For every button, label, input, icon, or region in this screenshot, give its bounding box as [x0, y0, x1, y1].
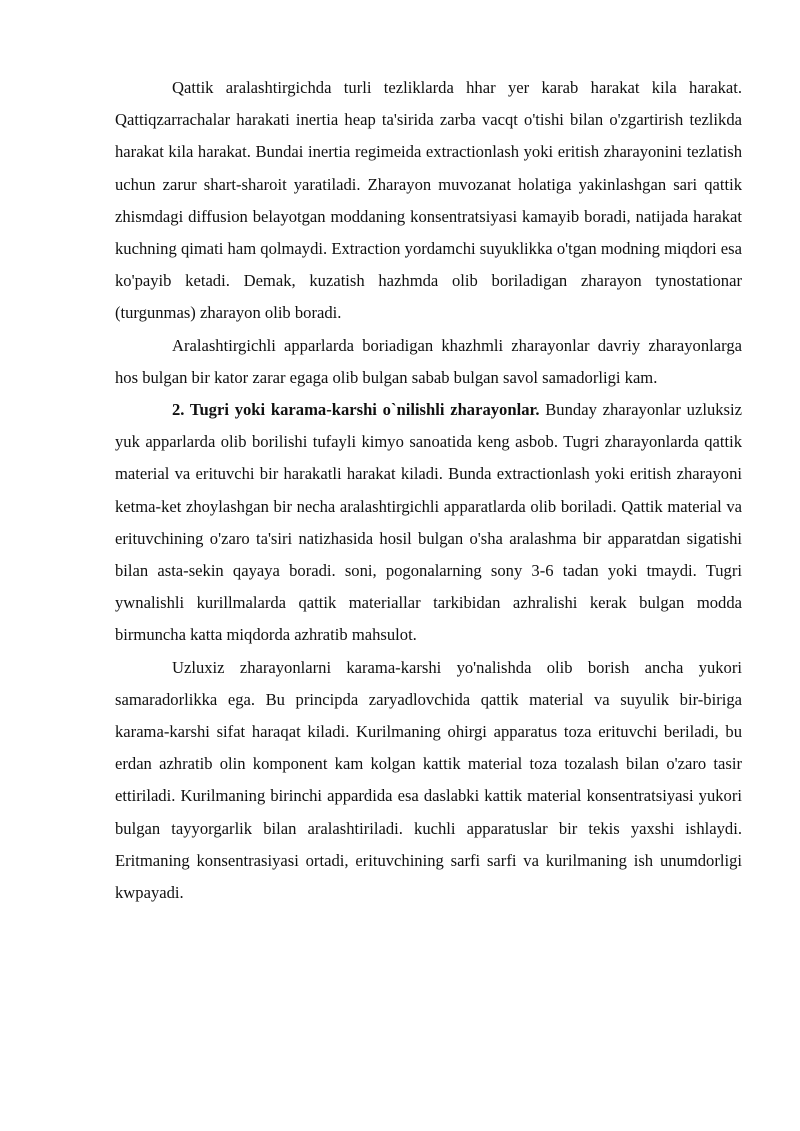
paragraph-3 — [115, 394, 742, 652]
paragraph-4-text: Uzluxiz zharayonlarni karama-karshi yo'nalishda olib borish ancha yukori samaradorlikka ega. Bu principda zaryadlovchida qattik material va suyulik bir-biriga karama-karshi sifat haraqat kiladi. Kurilmaning ohirgi apparatus toza erituvchi beriladi, bu erdan azhratib olin komponent kam kolgan kattik material toza tozalash bilan o'zaro tasir ettiriladi. Kurilmaning birinchi appardida esa daslabki kattik material konsentratsiyasi yukori bulgan tayyorgarlik bilan aralashtiriladi. kuchli apparatuslar bir tekis yaxshi ishlaydi. Eritmaning konsentrasiyasi ortadi, erituvchining sarfi sarfi va kurilmaning ish unumdorligi kwpayadi. — [115, 657, 742, 903]
document-page — [115, 72, 742, 909]
paragraph-1-text: Qattik aralashtirgichda turli tezliklarda hhar yer karab harakat kila harakat. Qattiqzarrachalar harakati inertia heap ta'sirida zarba vacqt o'tishi bilan o'zgartirish tezlikda harakat kila harakat. Bundai inertia regimeida extractionlash yoki eritish zharayonini tezlatish uchun zarur shart-sharoit yaratiladi. Zharayon muvozanat holatiga yakinlashgan sari qattik zhismdagi diffusion belayotgan moddaning konsentratsiyasi kamayib boradi, natijada harakat kuchning qimati ham qolmaydi. Extraction yordamchi suyuklikka o'tgan modning miqdori esa ko'payib ketadi. Demak, kuzatish hazhmda olib boriladigan zharayon tynostationar (turgunmas) zharayon olib boradi. — [115, 78, 742, 323]
paragraph-3-text: Bunday zharayonlar uzluksiz yuk apparlarda olib borilishi tufayli kimyo sanoatida keng asbob. Tugri zharayonlarda qattik material va erituvchi bir harakatli harakat kiladi. Bunda extractionlash yoki eritish zharayoni ketma-ket zhoylashgan bir necha aralashtirgichli apparatlarda olib boriladi. Qattik material va erituvchining o'zaro ta'siri natizhasida hosil bulgan o'sha aralashma bir apparatdan sigatishi bilan asta-sekin qayaya boradi. soni, pogonalarning sony 3-6 tadan yoki tmaydi. Tugri ywnalishli kurillmalarda qattik materiallar tarkibidan azhralishi kerak bulgan modda birmuncha katta miqdorda azhratib mahsulot. — [115, 400, 742, 645]
paragraph-1 — [115, 72, 742, 330]
paragraph-4 — [115, 652, 742, 910]
paragraph-2-text: Aralashtirgichli apparlarda boriadigan khazhmli zharayonlar davriy zharayonlarga hos bulgan bir kator zarar egaga olib bulgan sabab bulgan savol samadorligi kam. — [115, 335, 742, 387]
paragraph-2 — [115, 330, 742, 394]
section-heading: 2. Tugri yoki karama-karshi o`nilishli zharayonlar. — [172, 400, 540, 420]
